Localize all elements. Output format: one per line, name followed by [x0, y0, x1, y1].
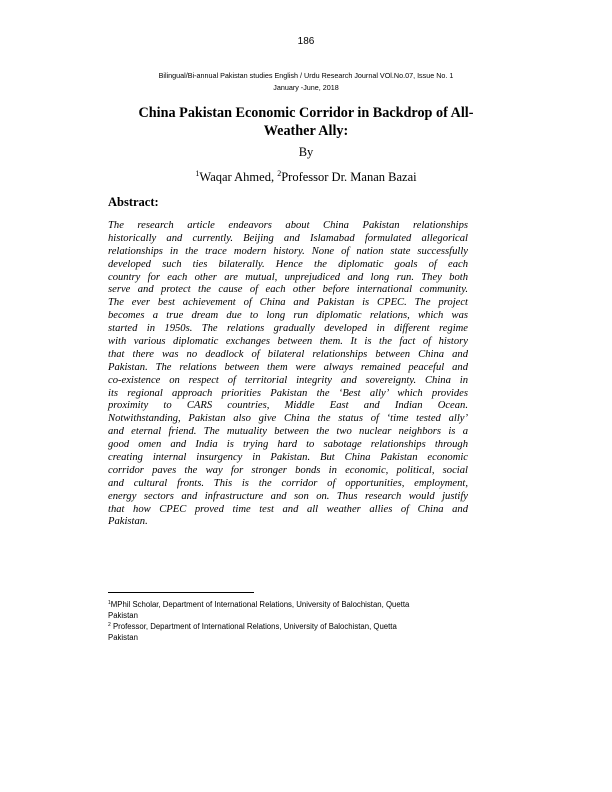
abstract-line: and eternal friend. The mutuality between the two nuclear neighbors is a: [108, 426, 468, 438]
page-number: 186: [297, 36, 315, 47]
author-affiliation-marker: 2: [277, 169, 282, 178]
abstract-line: The research article endeavors about China Pakistan relationships: [108, 220, 468, 231]
abstract-line: and cultural fronts. This is the corridor of opportunities, employment,: [108, 477, 468, 489]
footnote-marker: 2: [108, 622, 111, 628]
abstract-line: proximity to CARS countries, Middle East and Indian Ocean.: [108, 400, 468, 412]
abstract-line: corridor paves the way for stronger bonds in economic, political, social: [108, 464, 468, 476]
footnote-divider: [108, 592, 254, 593]
abstract-line: Notwithstanding, Pakistan also give China the status of ‘time tested ally’: [108, 413, 468, 425]
footnote-line: Pakistan: [108, 611, 138, 620]
journal-date-line: January -June, 2018: [273, 83, 339, 92]
abstract-line: energy sectors and infrastructure and son on. Thus research would justify: [108, 490, 468, 502]
abstract-line: that how CPEC proved time test and all weather allies of China and: [108, 503, 468, 515]
author-affiliation-marker: 1: [195, 169, 200, 178]
abstract-line: that there was no deadlock of bilateral relationships between China and: [108, 348, 468, 360]
footnote-text: MPhil Scholar, Department of International Relations, University of Balochistan, Quetta: [110, 600, 410, 609]
by-label: By: [298, 145, 314, 159]
footnote-marker: 1: [108, 600, 111, 606]
abstract-line: developed such ties bilaterally. Hence the diplomatic goals of each: [108, 258, 468, 270]
abstract-line: The ever best achievement of China and Pakistan is CPEC. The project: [108, 297, 468, 309]
abstract-line: creating internal insurgency in Pakistan. But China Pakistan economic: [108, 452, 468, 464]
footnote-line: [108, 621, 508, 632]
journal-info-line: Bilingual/Bi-annual Pakistan studies English / Urdu Research Journal VOl.No.07, Issue No. 1: [158, 71, 454, 80]
abstract-line: Pakistan.: [108, 516, 148, 528]
abstract-heading: Abstract:: [108, 195, 159, 209]
author-name: Professor Dr. Manan Bazai: [281, 170, 417, 184]
abstract-line: started in 1950s. The relations gradually developed in different regime: [108, 323, 468, 335]
abstract-line: good omen and India is trying hard to sabotage relationships through: [108, 439, 468, 451]
abstract-line: Pakistan. The relations between them were always remained peaceful and: [108, 361, 468, 373]
author-name: Waqar Ahmed,: [199, 170, 278, 184]
author-line: [0, 170, 612, 185]
abstract-line: historically and currently. Beijing and Islamabad formulated allegorical: [108, 232, 468, 244]
footnote-line: Pakistan: [108, 633, 138, 642]
footnotes: [108, 599, 508, 643]
footnote-text: Professor, Department of International Relations, University of Balochistan, Quetta: [110, 622, 397, 631]
article-title: [100, 104, 512, 140]
abstract-line: relationships in the trace modern history. None of nation state successfully: [108, 245, 468, 257]
abstract-line: country for each other are mutual, unprejudiced and long run. They both: [108, 271, 468, 283]
abstract-line: serve and protect the cause of each other before international community.: [108, 284, 468, 296]
footnote-line: [108, 599, 508, 610]
abstract-line: co-existence on respect of territorial integrity and sovereignty. China in: [108, 374, 468, 386]
abstract-line: its regional approach priorities Pakistan the ‘Best ally’ which provides: [108, 387, 468, 399]
title-line: China Pakistan Economic Corridor in Backdrop of All-: [138, 105, 474, 121]
abstract-line: with various diplomatic exchanges between them. It is the fact of history: [108, 336, 468, 348]
abstract-body: [108, 220, 468, 529]
abstract-line: becomes a true dream due to long run diplomatic relations, which was: [108, 310, 468, 322]
title-line: Weather Ally:: [263, 123, 349, 139]
